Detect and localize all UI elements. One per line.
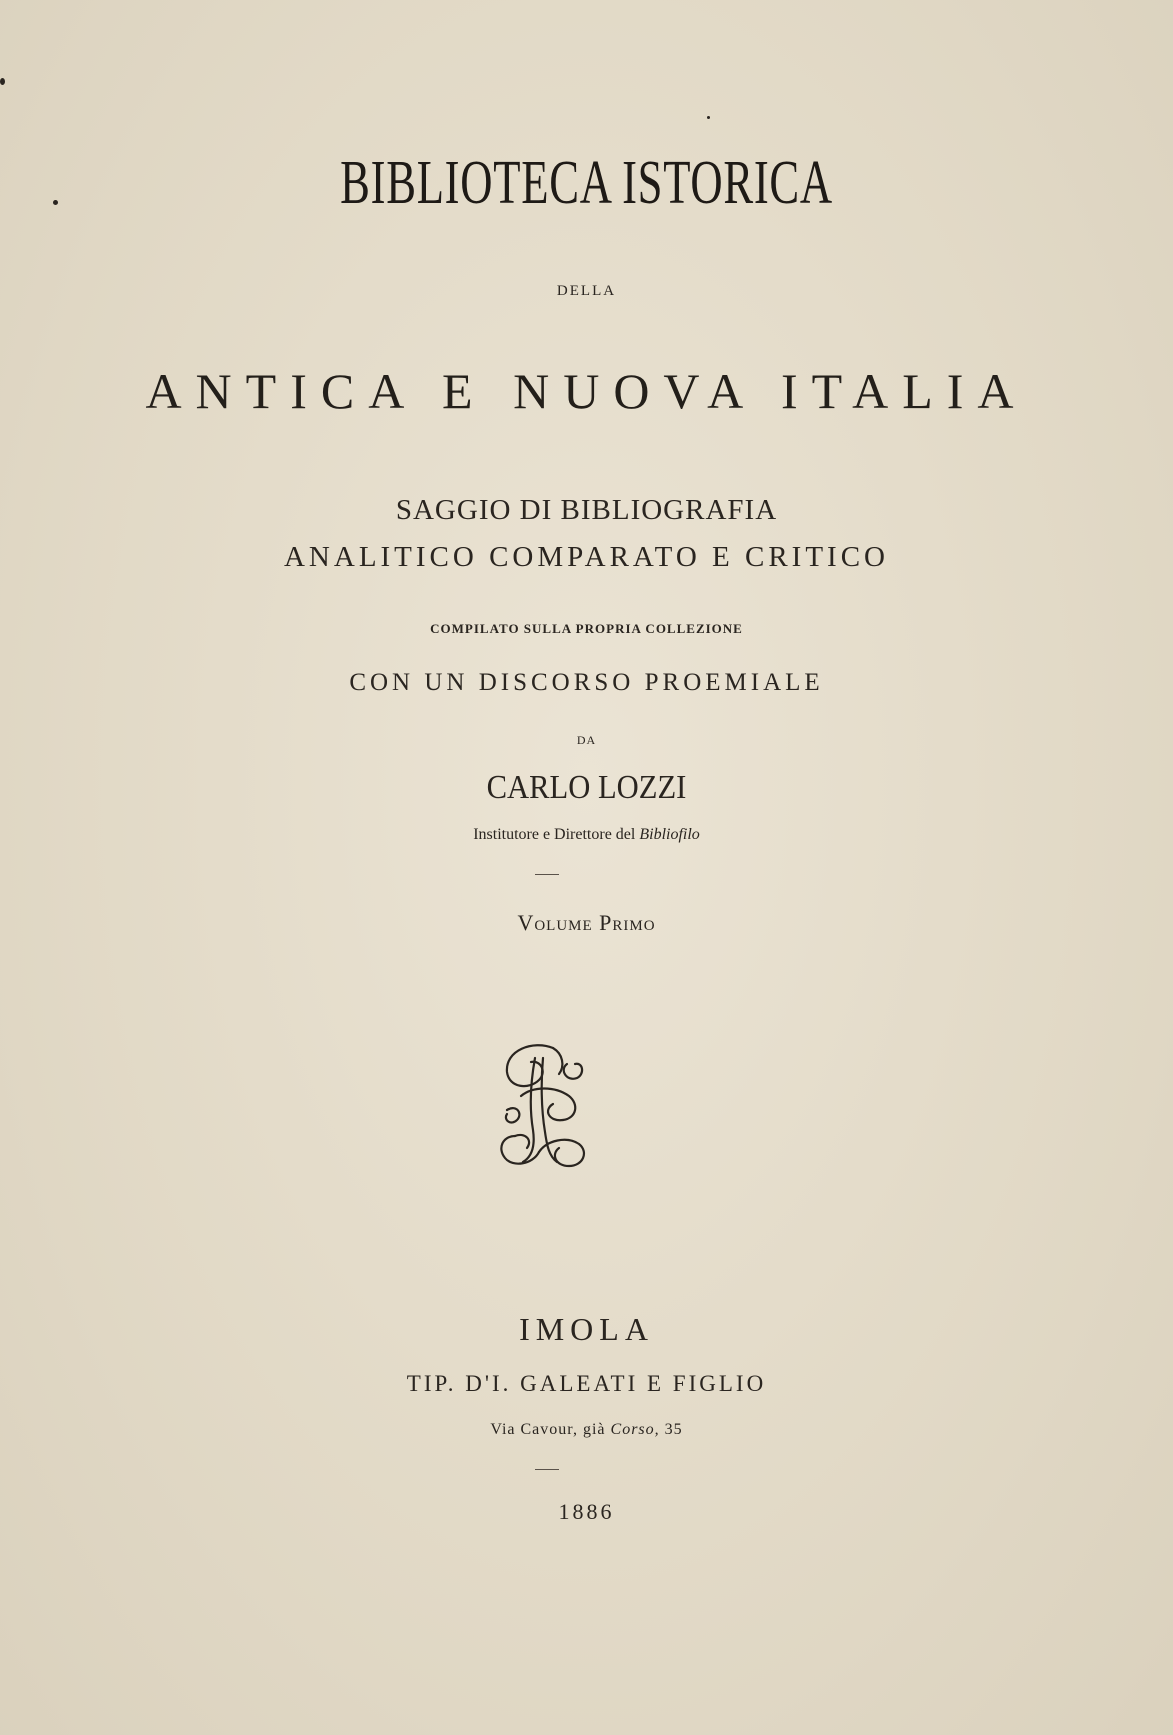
- address-italic: Corso,: [610, 1421, 660, 1438]
- volume-label: Volume Primo: [517, 910, 656, 935]
- book-title: BIBLIOTECA ISTORICA: [340, 149, 833, 217]
- discorso-line: CON UN DISCORSO PROEMIALE: [349, 669, 824, 696]
- ink-speck: [0, 78, 5, 85]
- author-role-text: Institutore e Direttore del: [473, 826, 636, 843]
- author-role: [0, 826, 1173, 844]
- da-text: DA: [576, 733, 597, 747]
- compilato-line: COMPILATO SULLA PROPRIA COLLEZIONE: [430, 621, 743, 636]
- divider-rule: [535, 874, 559, 875]
- bibliofilo-italic: Bibliofilo: [639, 826, 700, 843]
- address-text: Via Cavour, già: [490, 1421, 606, 1438]
- publisher-name: TIP. D'I. GALEATI E FIGLIO: [406, 1371, 767, 1396]
- publisher-address: [0, 1421, 1173, 1439]
- analitico-line: ANALITICO COMPARATO E CRITICO: [283, 541, 889, 573]
- della-text: DELLA: [556, 283, 617, 299]
- address-number: 35: [664, 1421, 683, 1438]
- divider-rule: [535, 1469, 559, 1470]
- ornamental-monogram-icon: [493, 1040, 591, 1170]
- author-name: CARLO LOZZI: [486, 769, 687, 806]
- saggio-line: SAGGIO DI BIBLIOGRAFIA: [395, 494, 778, 526]
- ink-speck: [53, 200, 58, 205]
- ink-speck: [707, 116, 710, 119]
- place-name: IMOLA: [519, 1311, 654, 1347]
- publication-year: 1886: [558, 1499, 615, 1524]
- book-subtitle: ANTICA E NUOVA ITALIA: [145, 363, 1028, 419]
